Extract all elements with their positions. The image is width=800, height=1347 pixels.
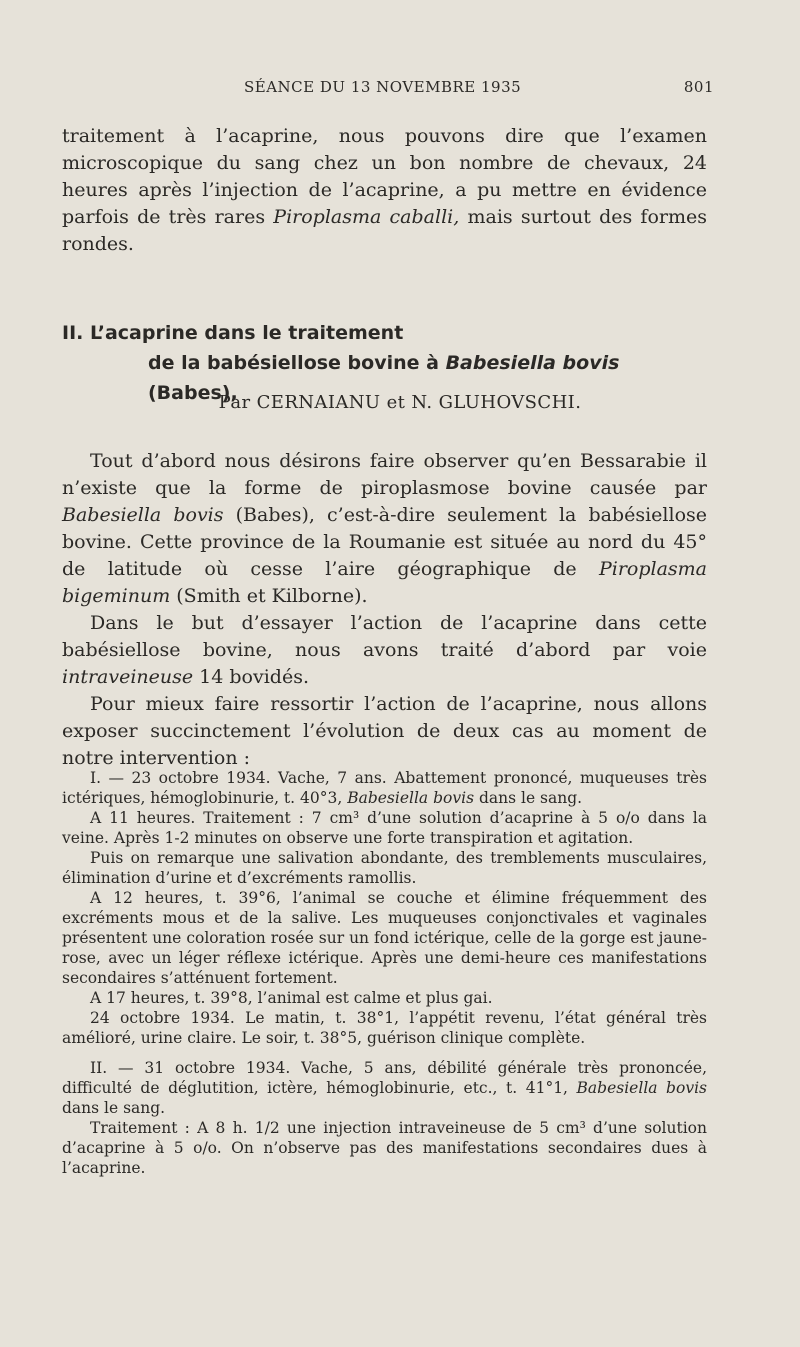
case-1-text: I. — 23 octobre 1934. Vache, 7 ans. Abattement prononcé, muqueuses très ictériques, hémoglobinurie, t. 40°3, [62, 769, 707, 807]
case-1-17h: A 17 heures, t. 39°8, l’animal est calme et plus gai. [90, 989, 493, 1007]
title-line-1: L’acaprine dans le traitement [89, 322, 404, 344]
body-p2-route: intraveineuse [62, 666, 194, 688]
case-2-treatment: Traitement : A 8 h. 1/2 une injection intraveineuse de 5 cm³ d’une solution d’acaprine à 5 o/o. On n’observe pas des manifestations secondaires dues à l’acaprine. [62, 1119, 707, 1177]
running-title: SÉANCE DU 13 NOVEMBRE 1935 [244, 78, 522, 96]
body-p1-species: Babesiella bovis [62, 504, 224, 526]
case-1-next-day: 24 octobre 1934. Le matin, t. 38°1, l’appétit revenu, l’état général très amélioré, urine claire. Le soir, t. 38°5, guérison clinique complète. [62, 1009, 707, 1047]
case-2-text-end: dans le sang. [62, 1099, 166, 1117]
body-paragraph-2 [62, 610, 707, 691]
page-number: 801 [683, 78, 714, 96]
case-1-species: Babesiella bovis [347, 789, 475, 807]
body-paragraph-1 [62, 448, 707, 610]
case-2-text: II. — 31 octobre 1934. Vache, 5 ans, débilité générale très prononcée, difficulté de déglutition, ictère, hémoglobinurie, etc., t. 41°1, [62, 1059, 707, 1097]
article-number: II. [62, 322, 84, 344]
body-p2-text: Dans le but d’essayer l’action de l’acaprine dans cette babésiellose bovine, nous avons traité d’abord par voie [62, 612, 707, 661]
case-1-12h: A 12 heures, t. 39°6, l’animal se couche et élimine fréquemment des excréments mous et de la salive. Les muqueuses conjonctivales et vaginales présentent une coloration rosée sur un fond ictérique, celle de la gorge est jaune-rose, avec un léger réflexe ictérique. Après une demi-heure ces manifestations secondaires s’atténuent fortement. [62, 889, 707, 987]
article-authors: Par CERNAIANU et N. GLUHOVSCHI. [218, 392, 582, 413]
body-p1-text-2: (Babes), c’est-à-dire seulement la babésiellose bovine. Cette province de la Roumanie est située au nord du 45° de latitude où cesse l’aire géographique de [62, 504, 708, 580]
case-1-intro [62, 768, 707, 808]
case-2-species: Babesiella bovis [576, 1079, 707, 1097]
body-p1-species-2: Piroplasma bigeminum [62, 558, 707, 607]
body-paragraph-3: Pour mieux faire ressortir l’action de l’acaprine, nous allons exposer succinctement l’évolution de deux cas au moment de notre intervention : [62, 693, 707, 769]
case-reports [62, 768, 707, 1178]
case-1-observation: Puis on remarque une salivation abondante, des tremblements musculaires, élimination d’urine et d’excréments ramollis. [62, 849, 707, 887]
title-species: Babesiella bovis [445, 352, 620, 374]
intro-species: Piroplasma caballi, [273, 206, 460, 228]
case-1-treatment: A 11 heures. Traitement : 7 cm³ d’une solution d’acaprine à 5 o/o dans la veine. Après 1-2 minutes on observe une forte transpiration et agitation. [62, 809, 707, 847]
body-p1-text: Tout d’abord nous désirons faire observer qu’en Bessarabie il n’existe que la forme de piroplasmose bovine causée par [62, 450, 707, 499]
intro-text-end: mais surtout des formes rondes. [62, 206, 708, 255]
intro-paragraph [62, 123, 707, 258]
title-line-2: de la babésiellose bovine à [148, 352, 446, 374]
case-1-text-end: dans le sang. [474, 789, 583, 807]
article-body [62, 448, 707, 772]
case-2-intro [62, 1058, 707, 1118]
body-p1-text-3: (Smith et Kilborne). [170, 585, 368, 607]
intro-text: traitement à l’acaprine, nous pouvons dire que l’examen microscopique du sang chez un bon nombre de chevaux, 24 heures après l’injection de l’acaprine, a pu mettre en évidence parfois de très rares [62, 125, 707, 228]
title-line-2-end: (Babes), [148, 382, 238, 404]
body-p2-text-2: 14 bovidés. [193, 666, 310, 688]
